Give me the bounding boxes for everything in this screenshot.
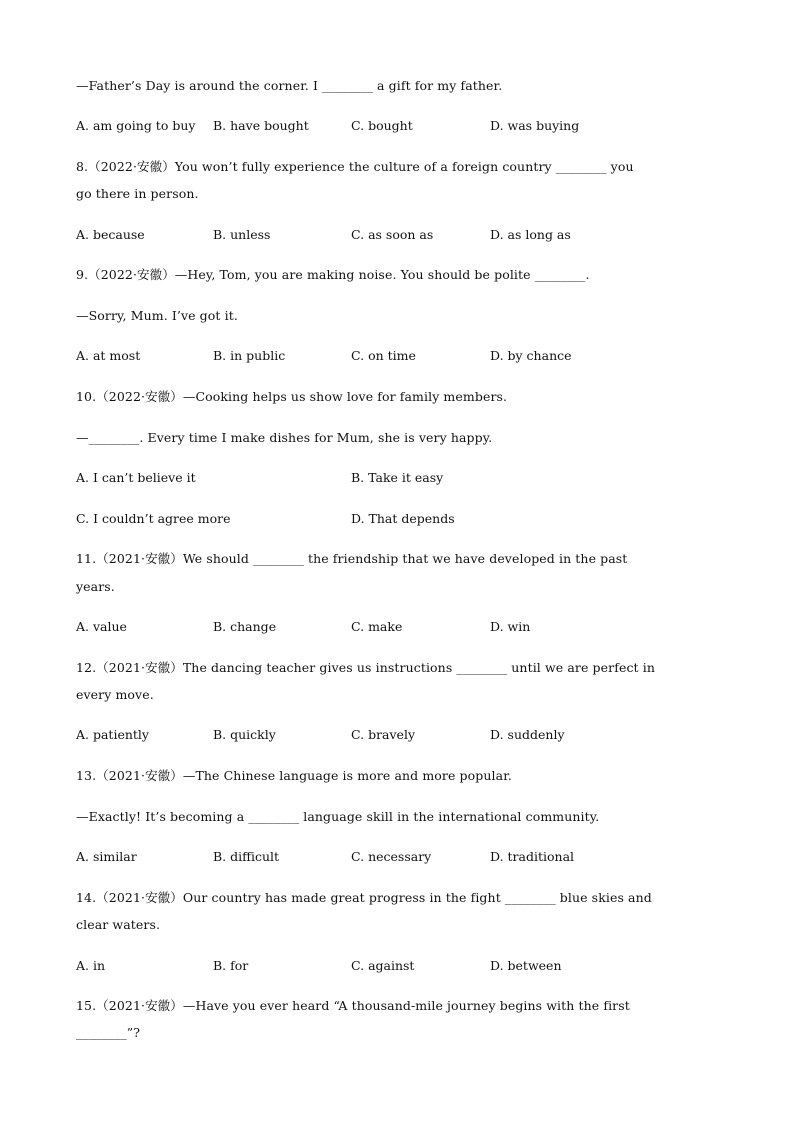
q10-option-a: A. I can’t believe it [76,470,196,485]
q13-stem-line1: 13.（2021·安徽）—The Chinese language is more and more popular. [76,768,512,783]
q7-dialogue-line: —Father’s Day is around the corner. I ________ a gift for my father. [76,78,503,93]
q8-option-d: D. as long as [490,227,571,242]
q12-option-a: A. patiently [76,727,149,742]
q14-option-a: A. in [76,958,106,973]
q13-option-b: B. difficult [213,849,280,864]
q11-stem-line1: 11.（2021·安徽）We should ________ the friendship that we have developed in the past [76,551,628,566]
q13-option-c: C. necessary [351,849,432,864]
q10-stem-line1: 10.（2022·安徽）—Cooking helps us show love for family members. [76,389,508,404]
q13-stem-line2: —Exactly! It’s becoming a ________ language skill in the international community. [76,809,600,824]
q11-option-d: D. win [490,619,531,634]
q7-option-a: A. am going to buy [76,118,196,133]
q9-option-c: C. on time [351,348,416,363]
q7-option-c: C. bought [351,118,413,133]
q11-option-c: C. make [351,619,403,634]
q12-option-c: C. bravely [351,727,416,742]
q9-stem-line1: 9.（2022·安徽）—Hey, Tom, you are making noise. You should be polite ________. [76,267,590,282]
q11-stem-line2: years. [76,579,115,594]
q8-option-b: B. unless [213,227,271,242]
q14-option-b: B. for [213,958,249,973]
q14-stem-line2: clear waters. [76,917,161,932]
q12-stem-line1: 12.（2021·安徽）The dancing teacher gives us instructions ________ until we are perfect in [76,660,655,675]
q12-option-b: B. quickly [213,727,276,742]
q12-option-d: D. suddenly [490,727,565,742]
q9-option-d: D. by chance [490,348,572,363]
q10-option-d: D. That depends [351,511,455,526]
q15-stem-line1: 15.（2021·安徽）—Have you ever heard “A thousand-mile journey begins with the first [76,998,630,1013]
q7-option-b: B. have bought [213,118,309,133]
q10-option-b: B. Take it easy [351,470,444,485]
q14-option-d: D. between [490,958,562,973]
q7-option-d: D. was buying [490,118,580,133]
q8-stem-line2: go there in person. [76,186,199,201]
q13-option-a: A. similar [76,849,137,864]
q10-stem-line2: —________. Every time I make dishes for Mum, she is very happy. [76,430,493,445]
q12-stem-line2: every move. [76,687,154,702]
q13-option-d: D. traditional [490,849,575,864]
q15-stem-line2: ________”? [76,1025,141,1040]
q11-option-b: B. change [213,619,277,634]
q9-option-b: B. in public [213,348,286,363]
q8-stem-line1: 8.（2022·安徽）You won’t fully experience the culture of a foreign country ________ you [76,159,634,174]
q11-option-a: A. value [76,619,127,634]
q14-option-c: C. against [351,958,415,973]
q9-option-a: A. at most [76,348,141,363]
q9-stem-line2: —Sorry, Mum. I’ve got it. [76,308,238,323]
q14-stem-line1: 14.（2021·安徽）Our country has made great progress in the fight ________ blue skies and [76,890,652,905]
q8-option-c: C. as soon as [351,227,434,242]
q10-option-c: C. I couldn’t agree more [76,511,231,526]
q8-option-a: A. because [76,227,145,242]
